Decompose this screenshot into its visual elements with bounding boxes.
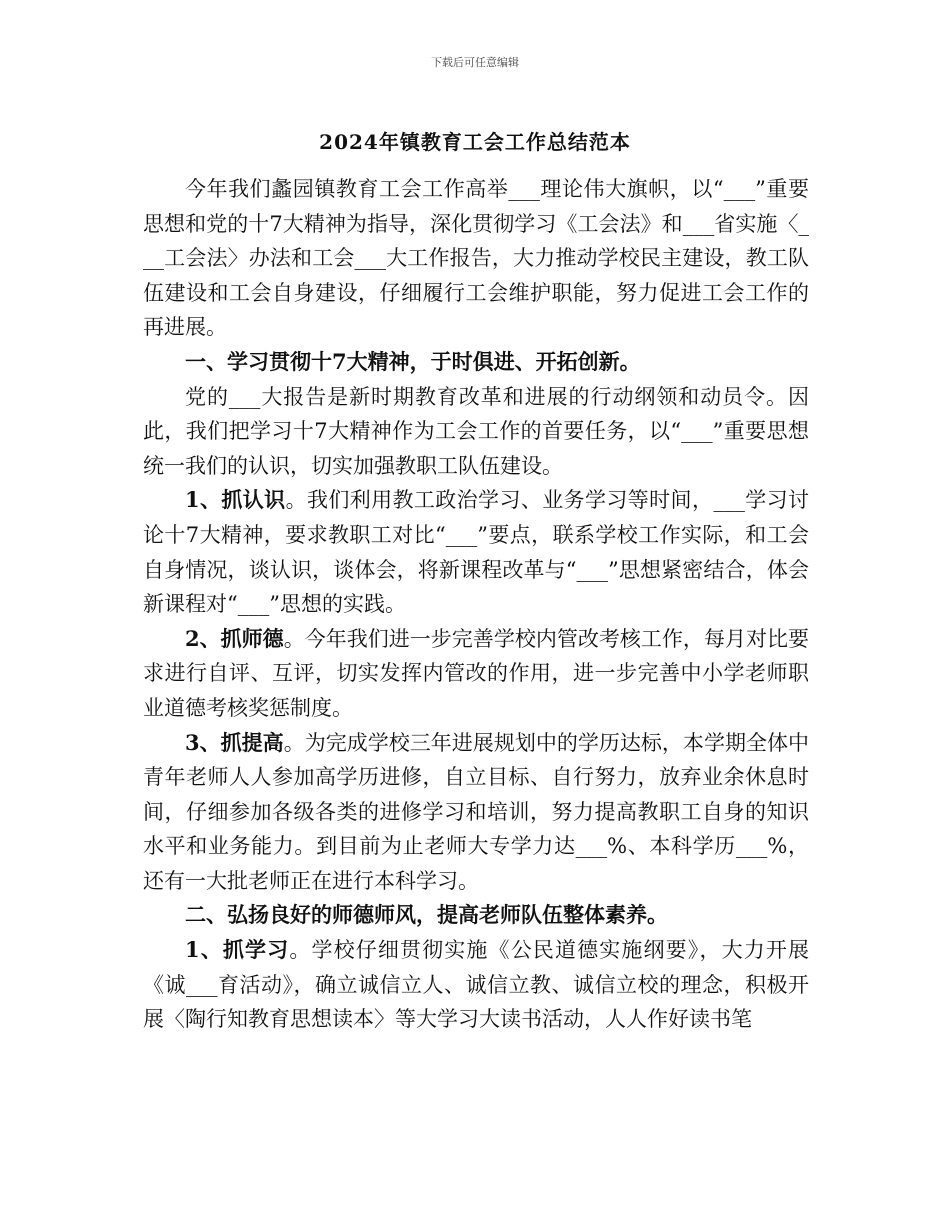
paragraph-intro: [143, 172, 809, 345]
paragraph-lead: 1、抓认识: [185, 487, 286, 513]
paragraph-text: 。我们利用教工政治学习、业务学习等时间，___学习讨论十7大精神，要求教职工对比“___”要点，联系学校工作实际，和工会自身情况，谈认识，谈体会，将新课程改革与“___”思想紧密结合，体会新课程对“___”思想的实践。: [143, 488, 809, 617]
paragraph-text: 。今年我们进一步完善学校内管改考核工作，每月对比要求进行自评、互评，切实发挥内管改的作用，进一步完善中小学老师职业道德考核奖惩制度。: [143, 626, 809, 720]
document-body: [143, 172, 809, 1037]
paragraph-lead: 1、抓学习: [185, 937, 290, 963]
paragraph-item-ethics: [143, 622, 809, 726]
section-heading-1: 一、学习贯彻十7大精神，于时俱进、开拓创新。: [185, 348, 641, 374]
header-note: 下载后可任意编辑: [431, 56, 519, 69]
paragraph-item-improvement: [143, 726, 809, 899]
paragraph-text: 。学校仔细贯彻实施《公民道德实施纲要》，大力开展《诚___育活动》，确立诚信立人、诚信立教、诚信立校的理念，积极开展〈陶行知教育思想读本〉等大学习大读书活动，人人作好读书笔: [143, 938, 809, 1032]
paragraph-text: 。为完成学校三年进展规划中的学历达标，本学期全体中青年老师人人参加高学历进修，自立目标、自行努力，放弃业余休息时间，仔细参加各级各类的进修学习和培训，努力提高教职工自身的知识水平和业务能力。到目前为止老师大专学力达___%、本科学历___%，还有一大批老师正在进行本科学习。: [143, 730, 809, 893]
paragraph-lead: 2、抓师德: [185, 625, 284, 651]
paragraph-section1-intro: [143, 380, 809, 484]
paragraph-text: 党的___大报告是新时期教育改革和进展的行动纲领和动员令。因此，我们把学习十7大精神作为工会工作的首要任务，以“___”重要思想统一我们的认识，切实加强教职工队伍建设。: [143, 384, 809, 478]
document-title: 2024年镇教育工会工作总结范本: [319, 130, 631, 154]
section-heading-2: 二、弘扬良好的师德师风，提高老师队伍整体素养。: [185, 902, 668, 928]
paragraph-lead: 3、抓提高: [185, 729, 284, 755]
paragraph-item-study: [143, 933, 809, 1037]
paragraph-item-awareness: [143, 483, 809, 621]
paragraph-text: 今年我们蠡园镇教育工会工作高举___理论伟大旗帜，以“___”重要思想和党的十7大精神为指导，深化贯彻学习《工会法》和___省实施〈___工会法〉办法和工会___大工作报告，大力推动学校民主建设，教工队伍建设和工会自身建设，仔细履行工会维护职能，努力促进工会工作的再进展。: [143, 177, 809, 340]
